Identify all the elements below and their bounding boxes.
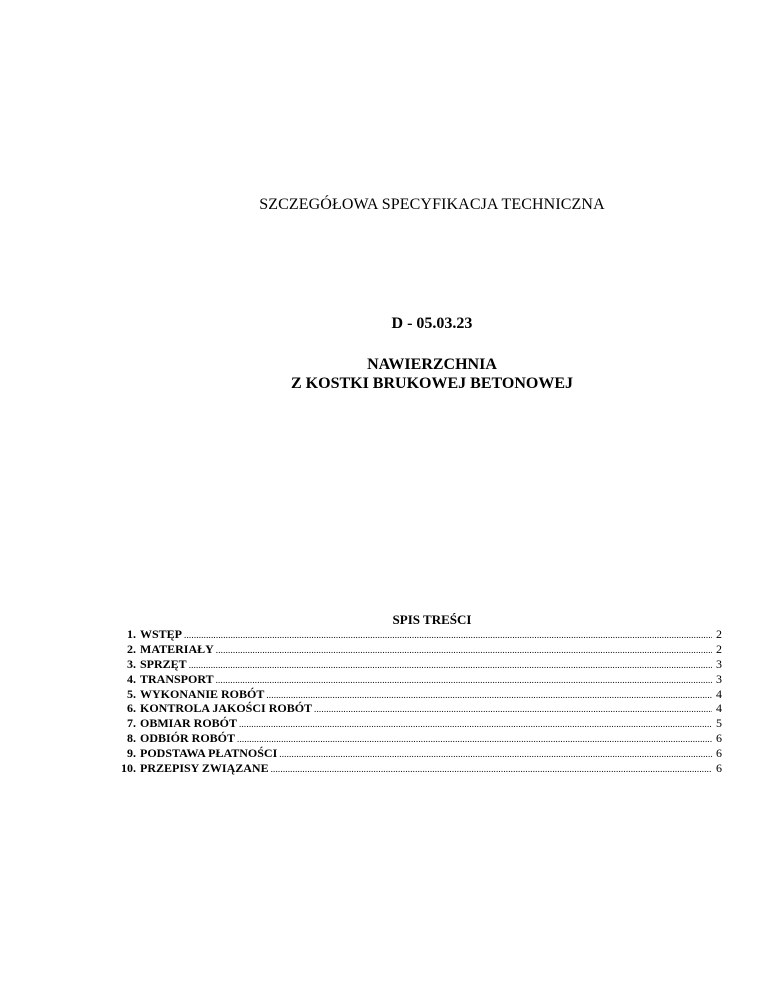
toc-entry-number: 7. bbox=[127, 716, 136, 731]
toc-leader-dots bbox=[271, 762, 712, 777]
toc-entry[interactable] bbox=[114, 672, 722, 687]
toc-entry-page: 2 bbox=[716, 641, 722, 656]
spec-title: SZCZEGÓŁOWA SPECYFIKACJA TECHNICZNA bbox=[259, 196, 605, 213]
toc-leader-dots bbox=[237, 732, 712, 747]
toc-entry-number: 10. bbox=[121, 761, 136, 776]
toc-entry-page: 4 bbox=[716, 701, 722, 716]
toc-entry-page: 4 bbox=[716, 686, 722, 701]
toc-entry-label: TRANSPORT bbox=[140, 671, 214, 686]
toc-entry-label: WYKONANIE ROBÓT bbox=[140, 686, 265, 701]
document-name-line-1: NAWIERZCHNIA bbox=[367, 356, 497, 373]
toc-entry[interactable] bbox=[114, 716, 722, 731]
toc-entry[interactable] bbox=[114, 657, 722, 672]
toc-entry[interactable] bbox=[114, 687, 722, 702]
toc-entry-label: PODSTAWA PŁATNOŚCI bbox=[140, 746, 278, 761]
toc-leader-dots bbox=[266, 688, 712, 703]
toc-entry-number: 8. bbox=[127, 731, 136, 746]
toc-entry-page: 3 bbox=[716, 656, 722, 671]
toc-entry-number: 2. bbox=[127, 641, 136, 656]
toc-entry-label: OBMIAR ROBÓT bbox=[140, 716, 238, 731]
toc-entry-page: 3 bbox=[716, 671, 722, 686]
toc-entry-number: 9. bbox=[127, 746, 136, 761]
toc-leader-dots bbox=[239, 717, 712, 732]
toc-entry-number: 1. bbox=[127, 627, 136, 641]
toc-leader-dots bbox=[189, 658, 712, 673]
toc-entry-label: WSTĘP bbox=[140, 627, 183, 641]
toc-entry[interactable] bbox=[114, 761, 722, 776]
toc-entry-label: SPRZĘT bbox=[140, 656, 187, 671]
toc-entry-label: PRZEPISY ZWIĄZANE bbox=[140, 761, 269, 776]
table-of-contents bbox=[114, 627, 722, 776]
toc-entry-page: 6 bbox=[716, 731, 722, 746]
toc-leader-dots bbox=[184, 628, 712, 643]
toc-entry[interactable] bbox=[114, 642, 722, 657]
toc-entry-page: 6 bbox=[716, 761, 722, 776]
toc-entry-label: KONTROLA JAKOŚCI ROBÓT bbox=[140, 701, 313, 716]
document-name-line-2: Z KOSTKI BRUKOWEJ BETONOWEJ bbox=[291, 375, 573, 392]
toc-entry-page: 2 bbox=[716, 627, 722, 641]
toc-entry[interactable] bbox=[114, 627, 722, 642]
toc-heading: SPIS TREŚCI bbox=[392, 612, 472, 627]
toc-leader-dots bbox=[279, 747, 712, 762]
document-code: D - 05.03.23 bbox=[391, 315, 473, 332]
toc-entry-label: ODBIÓR ROBÓT bbox=[140, 731, 236, 746]
toc-leader-dots bbox=[216, 643, 712, 658]
toc-entry-number: 3. bbox=[127, 656, 136, 671]
toc-entry-number: 5. bbox=[127, 686, 136, 701]
toc-entry-page: 5 bbox=[716, 716, 722, 731]
toc-entry[interactable] bbox=[114, 746, 722, 761]
toc-entry-page: 6 bbox=[716, 746, 722, 761]
toc-entry-number: 6. bbox=[127, 701, 136, 716]
toc-leader-dots bbox=[314, 702, 712, 717]
toc-entry[interactable] bbox=[114, 701, 722, 716]
toc-entry-label: MATERIAŁY bbox=[140, 641, 214, 656]
toc-entry[interactable] bbox=[114, 731, 722, 746]
document-name bbox=[0, 355, 768, 393]
toc-entry-number: 4. bbox=[127, 671, 136, 686]
toc-leader-dots bbox=[216, 673, 712, 688]
